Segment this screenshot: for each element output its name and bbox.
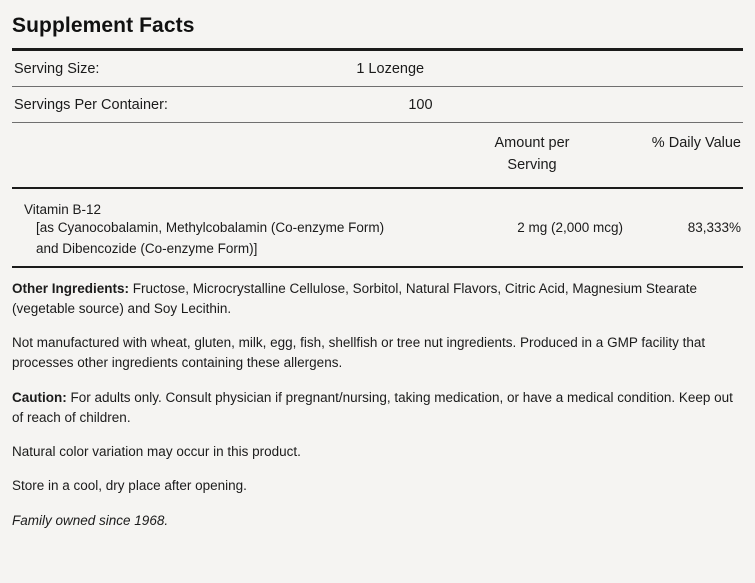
nutrient-name: Vitamin B-12: [24, 201, 102, 217]
column-headers-row: [12, 123, 743, 187]
family-owned-paragraph: Family owned since 1968.: [12, 512, 169, 528]
serving-size-label: Serving Size:: [14, 61, 100, 77]
nutrient-forms-line1: [as Cyanocobalamin, Methylcobalamin (Co-enzyme Form): [36, 219, 385, 235]
color-variation-paragraph: Natural color variation may occur in this product.: [12, 444, 301, 459]
other-ingredients-paragraph: [12, 279, 743, 320]
nutrient-daily-value: 83,333%: [687, 219, 741, 235]
caution-paragraph: [12, 388, 743, 429]
amount-per-serving-line1: Amount per: [494, 135, 570, 151]
storage-paragraph: Store in a cool, dry place after opening.: [12, 478, 247, 494]
servings-per-container-label: Servings Per Container:: [14, 97, 168, 113]
servings-per-container-row: [12, 87, 743, 122]
caution-label: Caution:: [12, 389, 67, 405]
other-ingredients-label: Other Ingredients:: [12, 280, 130, 296]
nutrient-detail-row: [14, 220, 741, 235]
nutrient-row: [12, 189, 743, 266]
page-title: Supplement Facts: [12, 14, 195, 37]
other-ingredients-text: Fructose, Microcrystalline Cellulose, Sorbitol, Natural Flavors, Citric Acid, Magnesium Stearate (vegetable source) and Soy Lecithin.: [12, 280, 697, 316]
caution-text: For adults only. Consult physician if pregnant/nursing, taking medication, or have a medical condition. Keep out of reach of children.: [12, 389, 733, 425]
footnotes-section: [12, 268, 743, 531]
amount-per-serving-line2: Serving: [507, 156, 557, 173]
amount-per-serving-header: [457, 133, 607, 177]
serving-size-row: [12, 51, 743, 86]
nutrient-forms-line2: and Dibencozide (Co-enzyme Form)]: [36, 240, 258, 256]
serving-size-value: 1 Lozenge: [356, 61, 425, 77]
daily-value-header: % Daily Value: [651, 135, 741, 151]
servings-per-container-value: 100: [408, 97, 433, 113]
allergen-paragraph: Not manufactured with wheat, gluten, milk, egg, fish, shellfish or tree nut ingredients. Produced in a GMP facility that processes other ingredients containing these allergens.: [12, 335, 706, 371]
nutrient-amount: 2 mg (2,000 mcg): [517, 219, 623, 235]
